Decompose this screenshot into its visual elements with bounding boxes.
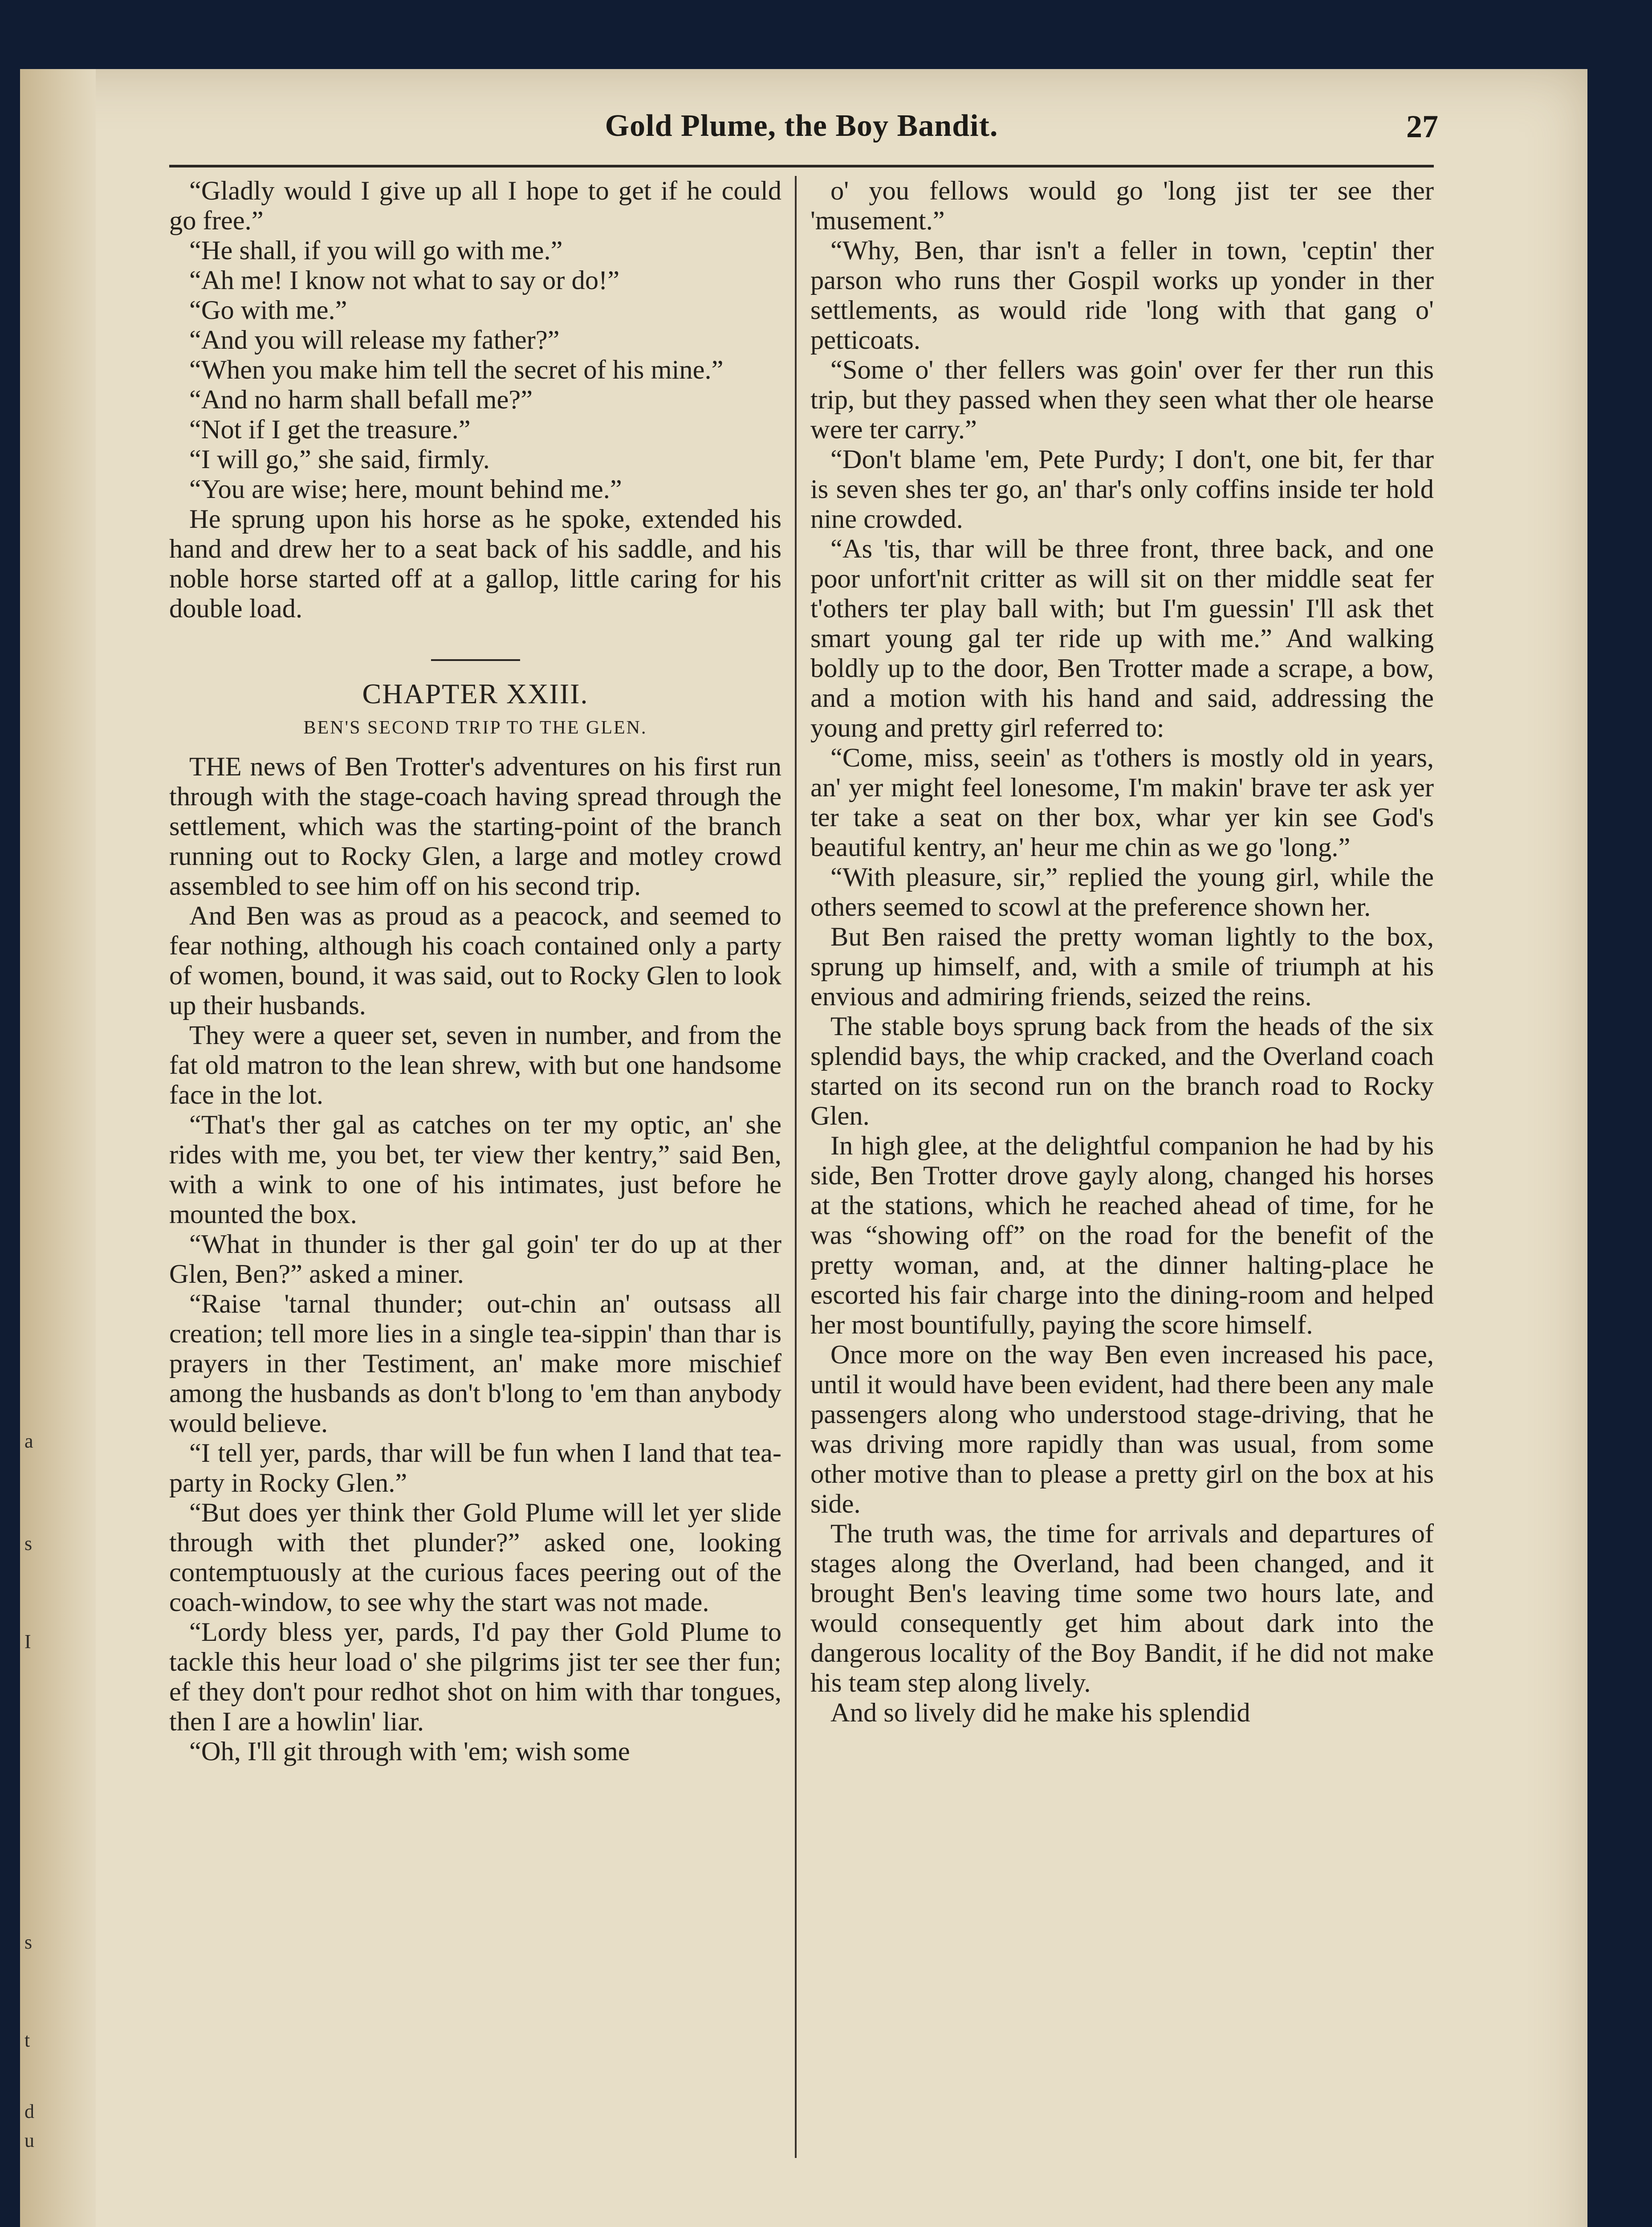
previous-page-strip <box>20 69 96 2227</box>
paragraph: “Some o' ther fellers was goin' over fer ther run this trip, but they passed when they seen what ther ole hearse were ter carry.” <box>810 355 1434 445</box>
paragraph: “Ah me! I know not what to say or do!” <box>189 265 620 295</box>
page-number: 27 <box>1406 109 1438 144</box>
paragraph: And so lively did he make his splendid <box>830 1698 1250 1728</box>
paragraph: “Raise 'tarnal thunder; out-chin an' outsass all creation; tell more lies in a single tea-sippin' than thar is prayers in ther Testiment, an' make more mischief among the husbands as don't b'long to 'em than anybody would believe. <box>169 1289 781 1438</box>
paragraph: They were a queer set, seven in number, and from the fat old matron to the lean shrew, with but one handsome face in the lot. <box>169 1020 781 1110</box>
paragraph: “With pleasure, sir,” replied the young girl, while the others seemed to scowl at the preference shown her. <box>810 862 1434 922</box>
margin-letter: t <box>24 2029 30 2051</box>
paragraph: “What in thunder is ther gal goin' ter do up at ther Glen, Ben?” asked a miner. <box>169 1229 781 1289</box>
margin-letter: s <box>24 1931 33 1953</box>
paragraph: “That's ther gal as catches on ter my optic, an' she rides with me, you bet, ter view ther kentry,” said Ben, with a wink to one of his intimates, just before he mounted the box. <box>169 1110 781 1229</box>
paragraph: And Ben was as proud as a peacock, and seemed to fear nothing, although his coach contained only a party of women, bound, it was said, out to Rocky Glen to look up their husbands. <box>169 901 781 1020</box>
left-paragraphs <box>169 176 781 624</box>
margin-letter: I <box>24 1631 31 1652</box>
margin-letter: a <box>24 1430 33 1452</box>
paragraph: “Not if I get the treasure.” <box>189 415 471 445</box>
paragraph: Once more on the way Ben even increased his pace, until it would have been evident, had there been any male passengers along who understood stage-driving, that he was driving more rapidly than was usual, from some other motive than to please a pretty girl on the box at his side. <box>810 1340 1434 1519</box>
paragraph: THE news of Ben Trotter's adventures on his first run through with the stage-coach having spread through the settlement, which was the starting-point of the branch running out to Rocky Glen, a large and motley crowd assembled to see him off on his second trip. <box>169 752 781 901</box>
paragraph: “He shall, if you will go with me.” <box>189 236 563 265</box>
paragraph: “I will go,” she said, firmly. <box>189 445 490 474</box>
paragraph: The truth was, the time for arrivals and departures of stages along the Overland, had been changed, and it brought Ben's leaving time some two hours late, and would consequently get him about dark into the dangerous locality of the Boy Bandit, if he did not make his team step along lively. <box>810 1519 1434 1698</box>
paragraph: “Oh, I'll git through with 'em; wish some <box>189 1737 630 1766</box>
right-column <box>810 176 1434 2198</box>
paragraph: “As 'tis, thar will be three front, three back, and one poor unfort'nit critter as will sit on ther middle seat fer t'others ter play ball with; but I'm guessin' I'll ask thet smart young gal ter ride up with me.” And walking boldly up to the door, Ben Trotter made a scrape, a bow, and a motion with his hand and said, addressing the young and pretty girl referred to: <box>810 534 1434 743</box>
paragraph: But Ben raised the pretty woman lightly to the box, sprung up himself, and, with a smile of triumph at his envious and admiring friends, seized the reins. <box>810 922 1434 1012</box>
chapter-paragraphs <box>169 752 781 1766</box>
header-rule <box>169 165 1434 167</box>
paragraph: “Don't blame 'em, Pete Purdy; I don't, one bit, fer thar is seven shes ter go, an' thar's only coffins inside ter hold nine crowded. <box>810 445 1434 534</box>
margin-letter: u <box>24 2129 34 2151</box>
chapter-divider <box>431 659 520 661</box>
column-divider <box>795 176 797 2158</box>
paragraph: He sprung upon his horse as he spoke, extended his hand and drew her to a seat back of his saddle, and his noble horse started off at a gallop, little caring for his double load. <box>169 504 781 624</box>
right-paragraphs <box>810 176 1434 1728</box>
paragraph: “When you make him tell the secret of his mine.” <box>189 355 724 385</box>
paragraph: “Why, Ben, thar isn't a feller in town, 'ceptin' ther parson who runs ther Gospil works up yonder in ther settlements, as would ride 'long with that gang o' petticoats. <box>810 236 1434 355</box>
chapter-heading: CHAPTER XXIII. <box>362 678 589 710</box>
left-column <box>169 176 781 2198</box>
margin-letter: d <box>24 2101 34 2122</box>
paragraph: “You are wise; here, mount behind me.” <box>189 474 622 504</box>
paragraph: o' you fellows would go 'long jist ter see ther 'musement.” <box>810 176 1434 236</box>
paragraph: “But does yer think ther Gold Plume will let yer slide through with thet plunder?” asked one, looking contemptuously at the curious faces peering out of the coach-window, to see why the start was not made. <box>169 1498 781 1617</box>
paragraph: “Lordy bless yer, pards, I'd pay ther Gold Plume to tackle this heur load o' she pilgrims jist ter see ther fun; ef they don't pour redhot shot on him with thar tongues, then I are a howlin' liar. <box>169 1617 781 1737</box>
paragraph: “Come, miss, seein' as t'others is mostly old in years, an' yer might feel lonesome, I'm makin' brave ter ask yer ter take a seat on ther box, whar yer kin see God's beautiful kentry, an' heur me chin as we go 'long.” <box>810 743 1434 862</box>
paragraph: The stable boys sprung back from the heads of the six splendid bays, the whip cracked, and the Overland coach started on its second run on the branch road to Rocky Glen. <box>810 1012 1434 1131</box>
paragraph: “And no harm shall befall me?” <box>189 385 533 415</box>
running-header <box>165 108 1438 149</box>
paragraph: “Go with me.” <box>189 295 347 325</box>
paragraph: “And you will release my father?” <box>189 325 560 355</box>
chapter-subheading: BEN'S SECOND TRIP TO THE GLEN. <box>303 718 647 738</box>
paragraph: In high glee, at the delightful companion he had by his side, Ben Trotter drove gayly along, changed his horses at the stations, which he reached ahead of time, for he was “showing off” on the road for the benefit of the pretty woman, and, at the dinner halting-place he escorted his fair charge into the dining-room and helped her most bountifully, paying the score himself. <box>810 1131 1434 1340</box>
paragraph: “Gladly would I give up all I hope to get if he could go free.” <box>169 176 781 236</box>
paragraph: “I tell yer, pards, thar will be fun when I land that tea-party in Rocky Glen.” <box>169 1438 781 1498</box>
running-title: Gold Plume, the Boy Bandit. <box>605 109 998 143</box>
margin-letter: s <box>24 1533 33 1554</box>
